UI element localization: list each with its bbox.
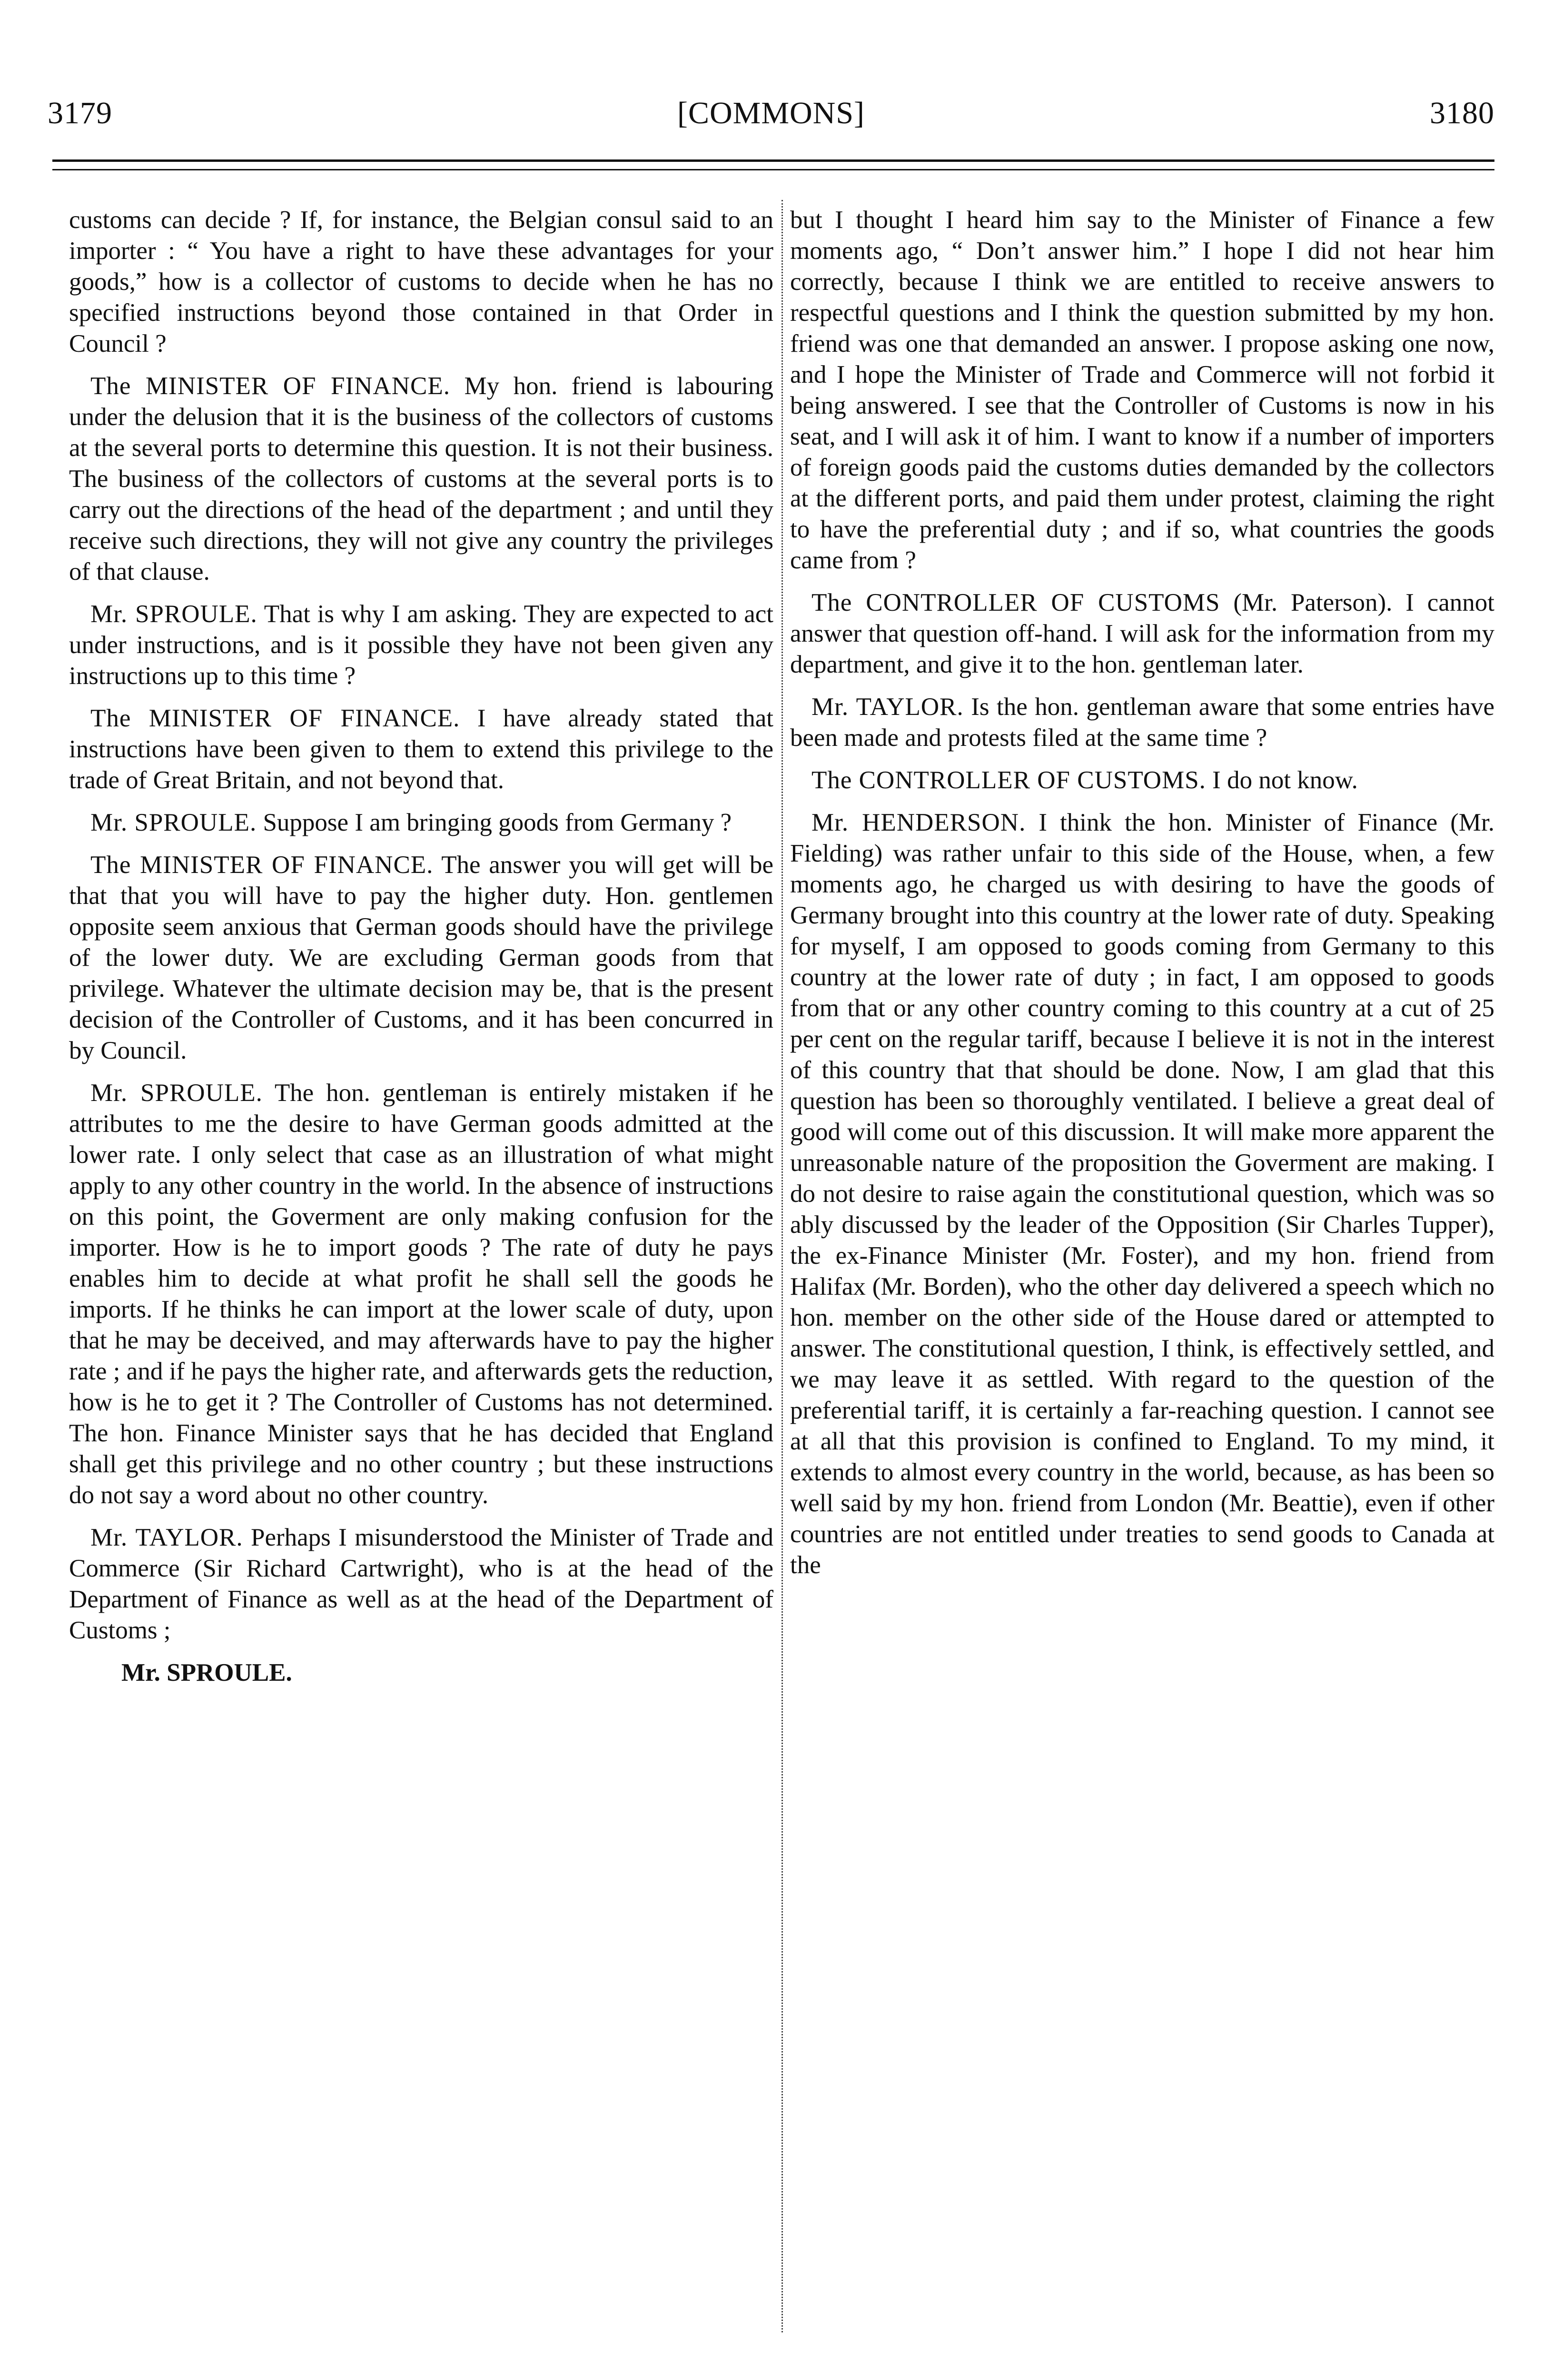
speaker-name: Mr. HENDERSON. <box>811 809 1026 836</box>
paragraph <box>69 703 773 796</box>
speaker-name: The CONTROLLER OF CUSTOMS <box>811 589 1220 616</box>
right-column <box>790 205 1494 2337</box>
left-column <box>69 205 773 2337</box>
speaker-name: Mr. TAYLOR. <box>811 693 964 721</box>
page-number-right: 3180 <box>1430 96 1494 130</box>
paragraph <box>69 850 773 1066</box>
speaker-name: The CONTROLLER OF CUSTOMS. <box>811 766 1206 794</box>
paragraph-text: Perhaps I misunderstood the Minister of Trade and Commerce (Sir Richard Cartwright), who is at the head of the Department of Finance as well as at the head of the Department of Customs ; <box>69 1524 773 1644</box>
page-header <box>48 95 1494 148</box>
paragraph <box>69 1522 773 1646</box>
paragraph-text: Suppose I am bringing goods from Germany ? <box>263 809 732 836</box>
paragraph-text: I do not know. <box>1212 766 1358 794</box>
header-rule-thin <box>52 169 1494 170</box>
paragraph <box>790 765 1494 796</box>
paragraph-text: The hon. gentleman is entirely mistaken if he attributes to me the desire to have German goods admitted at the lower rate. I only select that case as an illustration of what might apply to any other country in the world. In the absence of instructions on this point, the Goverment are only making confusion for the importer. How is he to import goods ? The rate of duty he pays enables him to decide at what profit he shall sell the goods he imports. If he thinks he can import at the lower scale of duty, upon that he may be deceived, and may afterwards have to pay the higher rate ; and if he pays the higher rate, and afterwards gets the reduction, how is he to get it ? The Controller of Customs has not determined. The hon. Finance Minister says that he has decided that England shall get this privilege and no other country ; but these instructions do not say a word about no other country. <box>69 1079 773 1509</box>
speaker-name: The MINISTER OF FINANCE. <box>90 372 450 400</box>
paragraph <box>790 692 1494 754</box>
speaker-name: Mr. SPROULE. <box>90 1079 263 1107</box>
paragraph-text: I have already stated that instructions have been given to them to extend this privilege to the trade of Great Britain, and not beyond that. <box>69 704 773 794</box>
paragraph <box>790 587 1494 680</box>
paragraph-text: The answer you will get will be that that you will have to pay the higher duty. Hon. gentlemen opposite seem anxious that German goods should have the privilege of the lower duty. We are excluding German goods from that privilege. Whatever the ultimate decision may be, that is the present decision of the Controller of Customs, and it has been concurred in by Council. <box>69 851 773 1064</box>
paragraph <box>790 205 1494 576</box>
speaker-name: The MINISTER OF FINANCE. <box>90 851 434 879</box>
speaker-name: The MINISTER OF FINANCE. <box>90 704 460 732</box>
paragraph-text: My hon. friend is labouring under the delusion that it is the business of the collectors of customs at the several ports to determine this question. It is not their business. The business of the collectors of customs at the several ports is to carry out the directions of the head of the department ; and until they receive such directions, they will not give any country the privileges of that clause. <box>69 372 773 585</box>
paragraph <box>69 371 773 587</box>
paragraph <box>69 1078 773 1511</box>
next-speaker-signoff: Mr. SPROULE. <box>121 1659 292 1686</box>
paragraph-text: (Mr. Paterson). I cannot answer that question off-hand. I will ask for the information from my department, and give it to the hon. gentleman later. <box>790 589 1494 678</box>
header-rule-thick <box>52 159 1494 162</box>
paragraph-text: That is why I am asking. They are expected to act under instructions, and is it possible they have not been given any instructions up to this time ? <box>69 600 773 690</box>
paragraph-text: Is the hon. gentleman aware that some entries have been made and protests filed at the same time ? <box>790 693 1494 752</box>
paragraph <box>69 807 773 838</box>
paragraph-text: but I thought I heard him say to the Minister of Finance a few moments ago, “ Don’t answer him.” I hope I did not hear him correctly, because I think we are entitled to receive answers to respectful questions and I think the question submitted by my hon. friend was one that demanded an answer. I propose asking one now, and I hope the Minister of Trade and Commerce will not forbid it being answered. I see that the Controller of Customs is now in his seat, and I will ask it of him. I want to know if a number of importers of foreign goods paid the customs duties demanded by the collectors at the different ports, and paid them under protest, claiming the right to have the preferential duty ; and if so, what countries the goods came from ? <box>790 206 1494 574</box>
page-title: [COMMONS] <box>677 96 865 130</box>
paragraph <box>69 599 773 692</box>
paragraph <box>790 807 1494 1581</box>
speaker-name: Mr. SPROULE. <box>90 809 257 836</box>
paragraph-text: customs can decide ? If, for instance, the Belgian consul said to an importer : “ You have a right to have these advantages for your goods,” how is a collector of customs to decide when he has no specified instructions beyond those contained in that Order in Council ? <box>69 206 773 357</box>
column-divider <box>781 200 783 2332</box>
speaker-name: Mr. SPROULE. <box>90 600 257 628</box>
paragraph-text: I think the hon. Minister of Finance (Mr. Fielding) was rather unfair to this side of the House, when, a few moments ago, he charged us with desiring to have the goods of Germany brought into this country at the lower rate of duty. Speaking for myself, I am opposed to goods coming from Germany to this country at the lower rate of duty ; in fact, I am opposed to goods from that or any other country coming to this country at a cut of 25 per cent on the regular tariff, because I believe it is not in the interest of this country that that should be done. Now, I am glad that this question has been so thoroughly ventilated. I believe a great deal of good will come out of this discussion. It will make more apparent the unreasonable nature of the proposition the Goverment are making. I do not desire to raise again the constitutional question, which was so ably discussed by the leader of the Opposition (Sir Charles Tupper), the ex-Finance Minister (Mr. Foster), and my hon. friend from Halifax (Mr. Borden), who the other day delivered a speech which no hon. member on the other side of the House dared or attempted to answer. The constitutional question, I think, is effectively settled, and we may leave it as settled. With regard to the question of the preferential tariff, it is certainly a far-reaching question. I cannot see at all that this provision is confined to England. To my mind, it extends to almost every country in the world, because, as has been so well said by my hon. friend from London (Mr. Beattie), even if other countries are not entitled under treaties to send goods to Canada at the <box>790 809 1494 1579</box>
speaker-name: Mr. TAYLOR. <box>90 1524 243 1551</box>
paragraph <box>69 205 773 359</box>
page-number-left: 3179 <box>48 96 112 130</box>
